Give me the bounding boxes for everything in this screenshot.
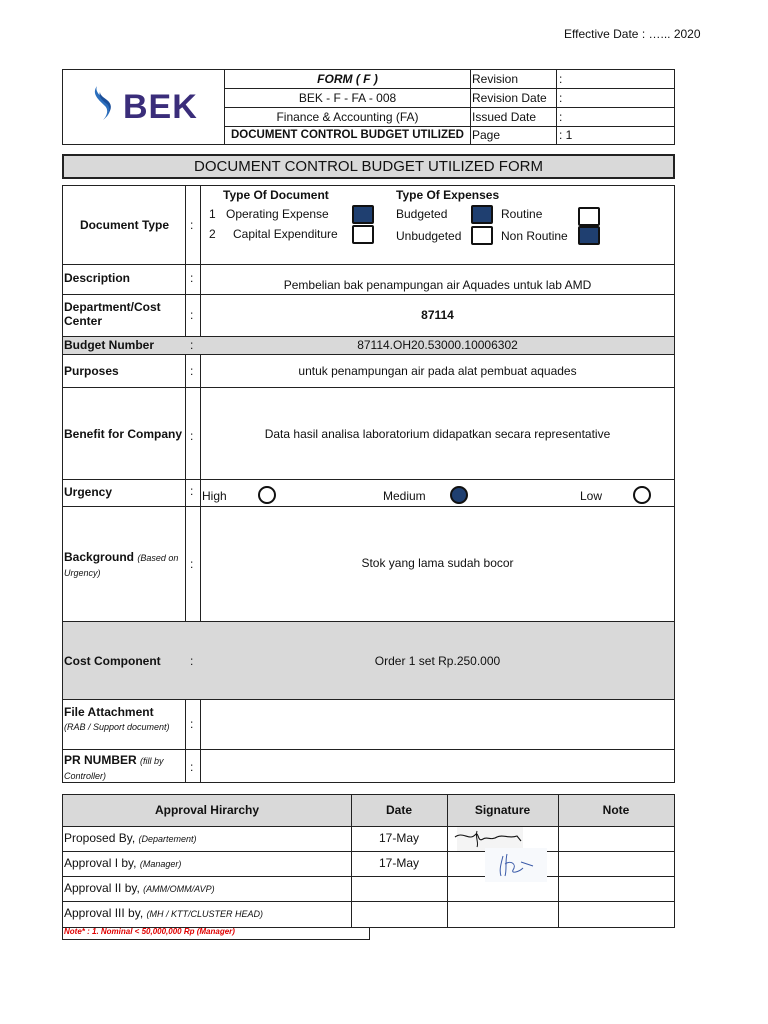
- urgency-low-label: Low: [580, 489, 603, 503]
- cost-component-value[interactable]: Order 1 set Rp.250.000: [374, 654, 501, 668]
- department-row: [63, 295, 674, 337]
- department-name: Finance & Accounting (FA): [225, 108, 471, 126]
- purposes-value[interactable]: untuk penampungan air pada alat pembuat aquades: [298, 364, 577, 378]
- capital-expenditure-checkbox[interactable]: [352, 225, 374, 244]
- document-type-row: [63, 186, 674, 265]
- pr-number-row: [63, 750, 674, 783]
- background-row: [63, 507, 674, 622]
- budget-number-row: [63, 337, 674, 355]
- routine-checkbox[interactable]: [578, 207, 600, 226]
- file-attachment-label-text: File Attachment: [64, 705, 154, 719]
- header-row: [225, 89, 674, 108]
- type-of-expenses-heading: Type Of Expenses: [396, 188, 500, 202]
- file-attachment-note: (RAB / Support document): [64, 722, 170, 732]
- urgency-medium-radio[interactable]: [450, 486, 468, 504]
- note-header: Note: [602, 803, 630, 817]
- approval-note[interactable]: [558, 852, 674, 876]
- approval-role: [64, 877, 215, 901]
- budget-form: [62, 185, 675, 783]
- header-row: [225, 108, 674, 127]
- operating-expense-label: Operating Expense: [226, 207, 329, 221]
- option-number: 1: [209, 207, 216, 221]
- role-note: (Manager): [139, 859, 182, 869]
- revision-date-label: Revision Date: [471, 89, 557, 107]
- form-code-label: FORM ( F ): [225, 70, 471, 88]
- role-label: Approval III by,: [64, 906, 144, 920]
- colon: :: [190, 429, 194, 443]
- background-value[interactable]: Stok yang lama sudah bocor: [361, 556, 514, 570]
- description-value[interactable]: Pembelian bak penampungan air Aquades untuk lab AMD: [283, 278, 592, 292]
- approval-role: [64, 827, 197, 851]
- benefit-row: [63, 388, 674, 480]
- benefit-label: Benefit for Company: [64, 427, 183, 441]
- budgeted-checkbox[interactable]: [471, 205, 493, 224]
- colon: :: [190, 654, 194, 668]
- budgeted-label: Budgeted: [396, 207, 448, 221]
- approval-signature[interactable]: [447, 902, 558, 927]
- colon: :: [190, 760, 194, 774]
- approval-row: [63, 852, 674, 877]
- background-label: [64, 550, 185, 580]
- urgency-high-radio[interactable]: [258, 486, 276, 504]
- option-number: 2: [209, 227, 216, 241]
- revision-label: Revision: [471, 70, 557, 88]
- issued-date-label: Issued Date: [471, 108, 557, 126]
- cost-component-row: [63, 622, 674, 700]
- pr-number-label-text: PR NUMBER: [64, 753, 137, 767]
- document-type-label: Document Type: [79, 218, 170, 232]
- operating-expense-checkbox[interactable]: [352, 205, 374, 224]
- form-number: BEK - F - FA - 008: [225, 89, 471, 107]
- role-label: Approval I by,: [64, 856, 137, 870]
- logo-text: BEK: [123, 88, 198, 126]
- revision-value: :: [559, 72, 563, 86]
- page-value: : 1: [559, 128, 573, 142]
- colon: :: [190, 218, 194, 232]
- approval-role: [64, 902, 263, 927]
- pr-number-note: (fill by Controller): [64, 756, 164, 781]
- capital-expenditure-label: Capital Expenditure: [233, 227, 338, 241]
- form-title: DOCUMENT CONTROL BUDGET UTILIZED FORM: [62, 154, 675, 179]
- background-label-text: Background: [64, 550, 135, 564]
- approval-row: [63, 877, 674, 902]
- file-attachment-label: [64, 705, 185, 734]
- unbudgeted-label: Unbudgeted: [396, 229, 462, 243]
- header-row: [225, 126, 674, 144]
- colon: :: [190, 364, 194, 378]
- cost-component-label: Cost Component: [64, 654, 161, 668]
- page-label: Page: [471, 126, 557, 144]
- budget-number-value[interactable]: 87114.OH20.53000.10006302: [357, 338, 518, 352]
- issued-date-value: :: [559, 110, 563, 124]
- role-note: (MH / KTT/CLUSTER HEAD): [146, 909, 264, 919]
- role-note: (Departement): [138, 834, 197, 844]
- approval-row: [63, 902, 674, 927]
- footnote: Note* : 1. Nominal < 50,000,000 Rp (Manager): [64, 927, 235, 936]
- type-of-document-heading: Type Of Document: [223, 188, 329, 202]
- role-note: (AMM/OMM/AVP): [143, 884, 215, 894]
- purposes-row: [63, 355, 674, 388]
- approval-date[interactable]: [351, 902, 447, 927]
- description-row: [63, 265, 674, 295]
- header-row: [225, 70, 674, 89]
- company-logo: [63, 70, 225, 144]
- approval-row: [63, 827, 674, 852]
- form-header: [62, 69, 675, 145]
- signature-header: Signature: [474, 803, 531, 817]
- approval-signature[interactable]: [447, 877, 558, 901]
- colon: :: [190, 271, 194, 285]
- description-label: Description: [64, 271, 131, 285]
- approval-table: [62, 794, 675, 928]
- benefit-value[interactable]: Data hasil analisa laboratorium didapatkan secara representative: [264, 427, 611, 441]
- non-routine-checkbox[interactable]: [578, 226, 600, 245]
- routine-label: Routine: [501, 207, 543, 221]
- column-divider: [447, 795, 448, 927]
- role-label: Approval II by,: [64, 881, 140, 895]
- urgency-row: [63, 480, 674, 507]
- document-name: DOCUMENT CONTROL BUDGET UTILIZED: [225, 126, 471, 144]
- colon: :: [190, 338, 194, 352]
- date-header: Date: [385, 803, 412, 817]
- colon: :: [190, 557, 194, 571]
- approval-note[interactable]: [558, 827, 674, 851]
- approval-date[interactable]: 17-May: [378, 856, 419, 870]
- department-label: Department/Cost Center: [64, 300, 161, 328]
- approval-header-row: [63, 795, 674, 827]
- non-routine-label: Non Routine: [501, 229, 568, 243]
- approval-date[interactable]: 17-May: [378, 831, 419, 845]
- file-attachment-row: [63, 700, 674, 750]
- urgency-medium-label: Medium: [383, 489, 426, 503]
- approval-note[interactable]: [558, 877, 674, 901]
- pr-number-label: [64, 753, 185, 783]
- department-value[interactable]: 87114: [421, 308, 454, 322]
- approval-date[interactable]: [351, 877, 447, 901]
- colon: :: [190, 484, 194, 498]
- column-divider: [558, 795, 559, 927]
- effective-date: Effective Date : …... 2020: [564, 27, 701, 41]
- urgency-label: Urgency: [64, 485, 113, 499]
- approval-note[interactable]: [558, 902, 674, 927]
- urgency-high-label: High: [202, 489, 227, 503]
- column-divider: [351, 795, 352, 927]
- role-label: Proposed By,: [64, 831, 136, 845]
- revision-date-value: :: [559, 91, 563, 105]
- approval-hierarchy-header: Approval Hirarchy: [154, 803, 260, 817]
- approval-role: [64, 852, 181, 876]
- budget-number-label: Budget Number: [64, 338, 154, 352]
- colon: :: [190, 308, 194, 322]
- colon: :: [190, 717, 194, 731]
- approval-signature[interactable]: [447, 852, 558, 876]
- document-type-options: [201, 186, 674, 264]
- background-note: (Based on Urgency): [64, 553, 179, 578]
- purposes-label: Purposes: [64, 364, 119, 378]
- urgency-low-radio[interactable]: [633, 486, 651, 504]
- unbudgeted-checkbox[interactable]: [471, 226, 493, 245]
